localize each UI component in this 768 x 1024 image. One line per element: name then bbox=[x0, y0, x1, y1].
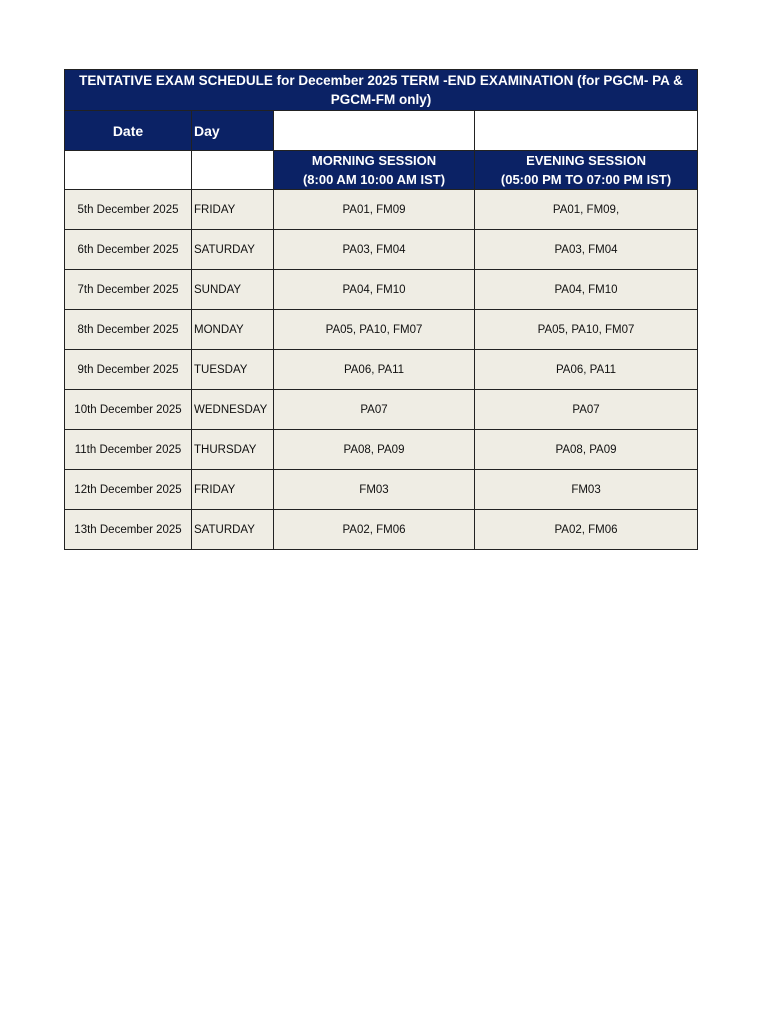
evening-cell: PA04, FM10 bbox=[475, 270, 698, 310]
day-cell: FRIDAY bbox=[192, 470, 274, 510]
table-row bbox=[65, 270, 698, 310]
date-cell: 10th December 2025 bbox=[65, 390, 192, 430]
day-cell: WEDNESDAY bbox=[192, 390, 274, 430]
morning-cell: PA06, PA11 bbox=[274, 350, 475, 390]
evening-session-label: EVENING SESSION bbox=[526, 153, 646, 168]
date-cell: 5th December 2025 bbox=[65, 190, 192, 230]
date-cell: 7th December 2025 bbox=[65, 270, 192, 310]
day-header: Day bbox=[192, 111, 274, 151]
day-cell: FRIDAY bbox=[192, 190, 274, 230]
day-cell: TUESDAY bbox=[192, 350, 274, 390]
morning-cell: PA02, FM06 bbox=[274, 510, 475, 550]
header-blank-morning bbox=[274, 111, 475, 151]
table-row bbox=[65, 350, 698, 390]
header-row bbox=[65, 111, 698, 151]
date-cell: 8th December 2025 bbox=[65, 310, 192, 350]
exam-schedule-table bbox=[64, 69, 698, 550]
day-cell: SUNDAY bbox=[192, 270, 274, 310]
table-row bbox=[65, 470, 698, 510]
day-cell: MONDAY bbox=[192, 310, 274, 350]
table-row bbox=[65, 230, 698, 270]
morning-session-header bbox=[274, 151, 475, 190]
morning-cell: PA07 bbox=[274, 390, 475, 430]
evening-cell: PA01, FM09, bbox=[475, 190, 698, 230]
morning-cell: PA05, PA10, FM07 bbox=[274, 310, 475, 350]
day-cell: SATURDAY bbox=[192, 230, 274, 270]
date-cell: 9th December 2025 bbox=[65, 350, 192, 390]
morning-cell: PA04, FM10 bbox=[274, 270, 475, 310]
evening-cell: PA02, FM06 bbox=[475, 510, 698, 550]
morning-session-label: MORNING SESSION bbox=[311, 153, 437, 168]
morning-session-time: (8:00 AM 10:00 AM IST) bbox=[302, 172, 446, 187]
evening-cell: FM03 bbox=[475, 470, 698, 510]
table-row bbox=[65, 510, 698, 550]
date-header: Date bbox=[65, 111, 192, 151]
evening-cell: PA08, PA09 bbox=[475, 430, 698, 470]
evening-cell: PA07 bbox=[475, 390, 698, 430]
date-cell: 12th December 2025 bbox=[65, 470, 192, 510]
evening-session-header bbox=[475, 151, 698, 190]
date-cell: 11th December 2025 bbox=[65, 430, 192, 470]
evening-cell: PA05, PA10, FM07 bbox=[475, 310, 698, 350]
header-blank-evening bbox=[475, 111, 698, 151]
day-cell: SATURDAY bbox=[192, 510, 274, 550]
table-row bbox=[65, 190, 698, 230]
morning-cell: FM03 bbox=[274, 470, 475, 510]
schedule-title: TENTATIVE EXAM SCHEDULE for December 2025 TERM -END EXAMINATION (for PGCM- PA & PGCM-FM only) bbox=[65, 70, 698, 111]
morning-cell: PA08, PA09 bbox=[274, 430, 475, 470]
evening-session-time: (05:00 PM TO 07:00 PM IST) bbox=[500, 172, 672, 187]
morning-cell: PA01, FM09 bbox=[274, 190, 475, 230]
table-row bbox=[65, 390, 698, 430]
title-row bbox=[65, 70, 698, 111]
session-blank-day bbox=[192, 151, 274, 190]
date-cell: 6th December 2025 bbox=[65, 230, 192, 270]
date-cell: 13th December 2025 bbox=[65, 510, 192, 550]
session-blank-date bbox=[65, 151, 192, 190]
table-row bbox=[65, 310, 698, 350]
session-header-row bbox=[65, 151, 698, 190]
day-cell: THURSDAY bbox=[192, 430, 274, 470]
table-row bbox=[65, 430, 698, 470]
evening-cell: PA06, PA11 bbox=[475, 350, 698, 390]
evening-cell: PA03, FM04 bbox=[475, 230, 698, 270]
morning-cell: PA03, FM04 bbox=[274, 230, 475, 270]
